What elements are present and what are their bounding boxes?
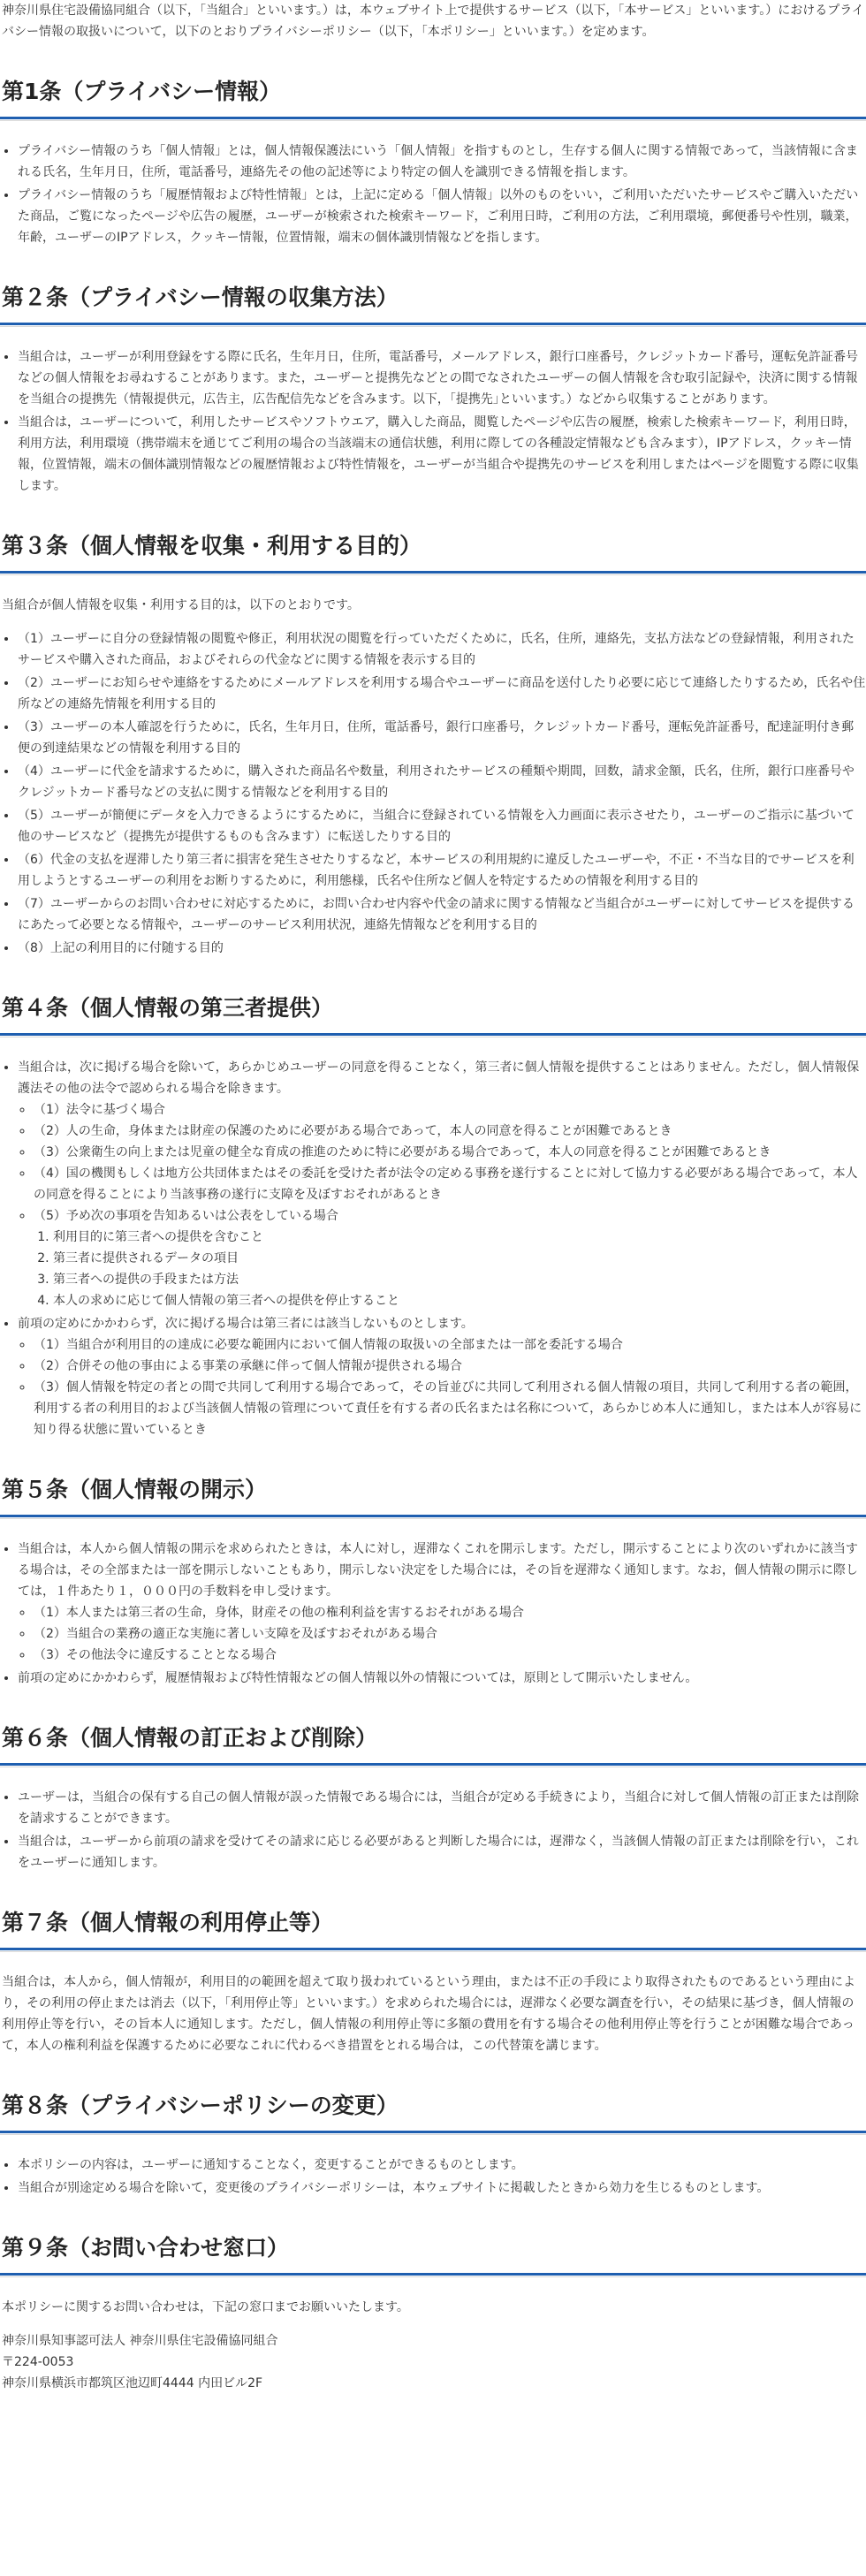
list-item — [18, 1313, 866, 1440]
article-4 — [0, 992, 866, 1440]
article-4-sublist-2 — [18, 1334, 866, 1440]
article-9-lead: 本ポリシーに関するお問い合わせは，下記の窓口までお願いいたします。 — [2, 2300, 409, 2314]
sub-list-item: ◦ （2）合併その他の事由による事業の承継に伴って個人情報が提供される場合 — [34, 1356, 866, 1377]
contact-block — [0, 2330, 866, 2394]
list-item-text: 当組合は，本人から個人情報の開示を求められたときは，本人に対し，遅滞なくこれを開示します。ただし，開示することにより次のいずれかに該当する場合は，その全部または一部を開示しないこともあり，開示しない決定をした場合には，その旨を遅滞なく通知します。なお，個人情報の開示に際しては，１件あたり１，０００円の手数料を申し受けます。 — [18, 1542, 858, 1599]
list-item: • 前項の定めにかかわらず，履歴情報および特性情報などの個人情報以外の情報については，原則として開示いたしません。 — [18, 1668, 866, 1689]
article-5-title: 第５条（個人情報の開示） — [0, 1474, 866, 1517]
article-3-list — [0, 628, 866, 959]
contact-postal: 〒224-0053 — [2, 2355, 74, 2369]
numbered-item: 4. 本人の求めに応じて個人情報の第三者への提供を停止すること — [53, 1290, 866, 1311]
article-8 — [0, 2090, 866, 2199]
list-item — [18, 1057, 866, 1311]
list-item: • 当組合は，ユーザーが利用登録をする際に氏名，生年月日，住所，電話番号，メールアドレス，銀行口座番号，クレジットカード番号，運転免許証番号などの個人情報をお尋ねすることがあります。また，ユーザーと提携先などとの間でなされたユーザーの個人情報を含む取引記録や，決済に関する情報を当組合の提携先（情報提供元，広告主，広告配信先などを含みます。以下，｢提携先｣といいます。）などから収集することがあります。 — [18, 346, 866, 410]
article-3-lead: 当組合が個人情報を収集・利用する目的は，以下のとおりです。 — [2, 598, 360, 612]
list-item: • ユーザーは，当組合の保有する自己の個人情報が誤った情報である場合には，当組合が定める手続きにより，当組合に対して個人情報の訂正または削除を請求することができます。 — [18, 1787, 866, 1829]
numbered-item: 3. 第三者への提供の手段または方法 — [53, 1269, 866, 1290]
article-2-list — [0, 346, 866, 497]
sub-list-item: ◦ （1）当組合が利用目的の達成に必要な範囲内において個人情報の取扱いの全部または一部を委託する場合 — [34, 1334, 866, 1356]
list-item: • （5）ユーザーが簡便にデータを入力できるようにするために，当組合に登録されている情報を入力画面に表示させたり，ユーザーのご指示に基づいて他のサービスなど（提携先が提供するものも含みます）に転送したりする目的 — [18, 805, 866, 847]
sub-list-item: ◦ （4）国の機関もしくは地方公共団体またはその委託を受けた者が法令の定める事務を遂行することに対して協力する必要がある場合であって，本人の同意を得ることにより当該事務の遂行に支障を及ぼすおそれがあるとき — [34, 1163, 866, 1205]
article-3 — [0, 530, 866, 959]
list-item: • 本ポリシーの内容は，ユーザーに通知することなく，変更することができるものとします。 — [18, 2154, 866, 2176]
article-4-list — [0, 1057, 866, 1440]
list-item: • （2）ユーザーにお知らせや連絡をするためにメールアドレスを利用する場合やユーザーに商品を送付したり必要に応じて連絡したりするため，氏名や住所などの連絡先情報を利用する目的 — [18, 672, 866, 715]
article-8-list — [0, 2154, 866, 2199]
numbered-item: 2. 第三者に提供されるデータの項目 — [53, 1248, 866, 1269]
list-item-text: 当組合は，次に掲げる場合を除いて，あらかじめユーザーの同意を得ることなく，第三者に個人情報を提供することはありません。ただし，個人情報保護法その他の法令で認められる場合を除きます。 — [18, 1060, 860, 1096]
contact-address: 神奈川県横浜市都筑区池辺町4444 内田ビル2F — [2, 2376, 263, 2390]
sub-list-item: ◦ （3）個人情報を特定の者との間で共同して利用する場合であって，その旨並びに共同して利用される個人情報の項目，共同して利用する者の範囲，利用する者の利用目的および当該個人情報の管理について責任を有する者の氏名または名称について，あらかじめ本人に通知し，または本人が容易に知り得る状態に置いているとき — [34, 1377, 866, 1440]
article-6-list — [0, 1787, 866, 1873]
article-1 — [0, 76, 866, 248]
article-7-title: 第７条（個人情報の利用停止等） — [0, 1907, 866, 1950]
list-item: • （3）ユーザーの本人確認を行うために，氏名，生年月日，住所，電話番号，銀行口座番号，クレジットカード番号，運転免許証番号，配達証明付き郵便の到達結果などの情報を利用する目的 — [18, 717, 866, 759]
list-item: • プライバシー情報のうち「履歴情報および特性情報」とは，上記に定める「個人情報」以外のものをいい，ご利用いただいたサービスやご購入いただいた商品，ご覧になったページや広告の履歴，ユーザーが検索された検索キーワード，ご利用日時，ご利用の方法，ご利用環境，郵便番号や性別，職業，年齢，ユーザーのIPアドレス，クッキー情報，位置情報，端末の個体識別情報などを指します。 — [18, 185, 866, 248]
article-4-title: 第４条（個人情報の第三者提供） — [0, 992, 866, 1036]
sub-list-item: ◦ （2）当組合の業務の適正な実施に著しい支障を及ぼすおそれがある場合 — [34, 1623, 866, 1645]
list-item: • （6）代金の支払を遅滞したり第三者に損害を発生させたりするなど，本サービスの利用規約に違反したユーザーや，不正・不当な目的でサービスを利用しようとするユーザーの利用をお断りするために，利用態様，氏名や住所など個人を特定するための情報を利用する目的 — [18, 849, 866, 892]
article-6-title: 第６条（個人情報の訂正および削除） — [0, 1722, 866, 1766]
sub-list-item: ◦ （1）法令に基づく場合 — [34, 1099, 866, 1121]
list-item — [18, 1539, 866, 1666]
list-item: • プライバシー情報のうち「個人情報」とは，個人情報保護法にいう「個人情報」を指すものとし，生存する個人に関する情報であって，当該情報に含まれる氏名，生年月日，住所，電話番号，連絡先その他の記述等により特定の個人を識別できる情報を指します。 — [18, 141, 866, 183]
article-7 — [0, 1907, 866, 2056]
article-4-numbered-list — [34, 1227, 866, 1311]
sub-list-item: ◦ （3）公衆衛生の向上または児童の健全な育成の推進のために特に必要がある場合であって，本人の同意を得ることが困難であるとき — [34, 1142, 866, 1163]
article-5 — [0, 1474, 866, 1689]
sub-list-item: ◦ （3）その他法令に違反することとなる場合 — [34, 1645, 866, 1666]
list-item: • 当組合は，ユーザーについて，利用したサービスやソフトウエア，購入した商品，閲覧したページや広告の履歴，検索した検索キーワード，利用日時，利用方法，利用環境（携帯端末を通じてご利用の場合の当該端末の通信状態，利用に際しての各種設定情報なども含みます），IPアドレス，クッキー情報，位置情報，端末の個体識別情報などの履歴情報および特性情報を，ユーザーが当組合や提携先のサービスを利用しまたはページを閲覧する際に収集します。 — [18, 412, 866, 497]
list-item: • （4）ユーザーに代金を請求するために，購入された商品名や数量，利用されたサービスの種類や期間，回数，請求金額，氏名，住所，銀行口座番号やクレジットカード番号などの支払に関する情報などを利用する目的 — [18, 761, 866, 803]
article-3-title: 第３条（個人情報を収集・利用する目的） — [0, 530, 866, 574]
sub-list-item-text: （5）予め次の事項を告知あるいは公表をしている場合 — [34, 1209, 338, 1223]
sub-list-item: ◦ （1）本人または第三者の生命，身体，財産その他の権利利益を害するおそれがある場合 — [34, 1602, 866, 1623]
sub-list-item — [34, 1205, 866, 1311]
list-item: • 当組合は，ユーザーから前項の請求を受けてその請求に応じる必要があると判断した場合には，遅滞なく，当該個人情報の訂正または削除を行い，これをユーザーに通知します。 — [18, 1831, 866, 1873]
article-9 — [0, 2232, 866, 2394]
list-item: • （1）ユーザーに自分の登録情報の閲覧や修正，利用状況の閲覧を行っていただくために，氏名，住所，連絡先，支払方法などの登録情報，利用されたサービスや購入された商品，およびそれらの代金などに関する情報を表示する目的 — [18, 628, 866, 671]
article-1-list — [0, 141, 866, 248]
list-item: • （8）上記の利用目的に付随する目的 — [18, 938, 866, 959]
article-1-title: 第1条（プライバシー情報） — [0, 76, 866, 119]
article-5-list — [0, 1539, 866, 1689]
list-item-text: 前項の定めにかかわらず，次に掲げる場合は第三者には該当しないものとします。 — [18, 1317, 474, 1331]
numbered-item: 1. 利用目的に第三者への提供を含むこと — [53, 1227, 866, 1248]
article-9-title: 第９条（お問い合わせ窓口） — [0, 2232, 866, 2276]
article-5-sublist — [18, 1602, 866, 1666]
article-6 — [0, 1722, 866, 1873]
article-7-text: 当組合は，本人から，個人情報が，利用目的の範囲を超えて取り扱われているという理由，または不正の手段により取得されたものであるという理由により，その利用の停止または消去（以下，「利用停止等」といいます。）を求められた場合には，遅滞なく必要な調査を行い，その結果に基づき，個人情報の利用停止等を行い，その旨本人に通知します。ただし，個人情報の利用停止等に多額の費用を有する場合その他利用停止等を行うことが困難な場合であって，本人の権利利益を保護するために必要なこれに代わるべき措置をとれる場合は，この代替策を講じます。 — [2, 1975, 855, 2053]
article-8-title: 第８条（プライバシーポリシーの変更） — [0, 2090, 866, 2133]
article-2 — [0, 282, 866, 497]
article-4-sublist-1 — [18, 1099, 866, 1311]
list-item: • （7）ユーザーからのお問い合わせに対応するために，お問い合わせ内容や代金の請求に関する情報など当組合がユーザーに対してサービスを提供するにあたって必要となる情報や，ユーザーのサービス利用状況，連絡先情報などを利用する目的 — [18, 893, 866, 936]
contact-org: 神奈川県知事認可法人 神奈川県住宅設備協同組合 — [2, 2334, 278, 2348]
sub-list-item: ◦ （2）人の生命，身体または財産の保護のために必要がある場合であって，本人の同意を得ることが困難であるとき — [34, 1121, 866, 1142]
intro-text: 神奈川県住宅設備協同組合（以下，「当組合」といいます。）は，本ウェブサイト上で提供するサービス（以下，「本サービス」といいます。）におけるプライバシー情報の取扱いについて，以下のとおりプライバシーポリシー（以下，「本ポリシー」といいます。）を定めます。 — [2, 4, 864, 39]
article-2-title: 第２条（プライバシー情報の収集方法） — [0, 282, 866, 325]
list-item: • 当組合が別途定める場合を除いて，変更後のプライバシーポリシーは，本ウェブサイトに掲載したときから効力を生じるものとします。 — [18, 2177, 866, 2199]
